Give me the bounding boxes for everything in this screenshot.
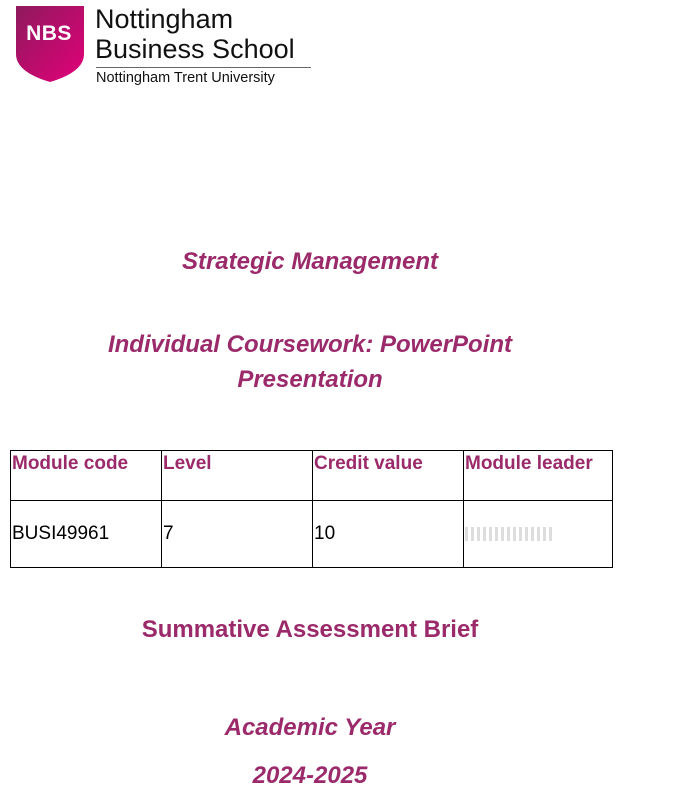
redacted-name [465, 527, 555, 541]
academic-year-label: Academic Year [224, 714, 396, 741]
coursework-title-line2: Presentation [237, 366, 383, 393]
cell-module-leader [464, 501, 613, 568]
brief-title: Summative Assessment Brief [141, 616, 479, 643]
logo-divider [96, 67, 311, 68]
module-info-table [10, 450, 613, 568]
module-title: Strategic Management [181, 248, 439, 275]
org-name-line1: Nottingham [95, 4, 234, 34]
org-name [95, 4, 295, 64]
cell-credit-value: 10 [313, 501, 464, 568]
org-subline: Nottingham Trent University [96, 70, 275, 86]
shield-text: NBS [26, 22, 72, 45]
cell-level: 7 [162, 501, 313, 568]
header-level: Level [162, 451, 313, 501]
org-name-line2: Business School [95, 34, 295, 64]
coursework-title [0, 327, 620, 397]
header-credit-value: Credit value [313, 451, 464, 501]
table-row [11, 501, 613, 568]
academic-year: 2024-2025 [252, 762, 368, 789]
header-module-code: Module code [11, 451, 162, 501]
cell-module-code: BUSI49961 [11, 501, 162, 568]
table-header-row [11, 451, 613, 501]
nbs-logo [14, 4, 314, 86]
header-module-leader: Module leader [464, 451, 613, 501]
coursework-title-line1: Individual Coursework: PowerPoint [107, 331, 513, 358]
